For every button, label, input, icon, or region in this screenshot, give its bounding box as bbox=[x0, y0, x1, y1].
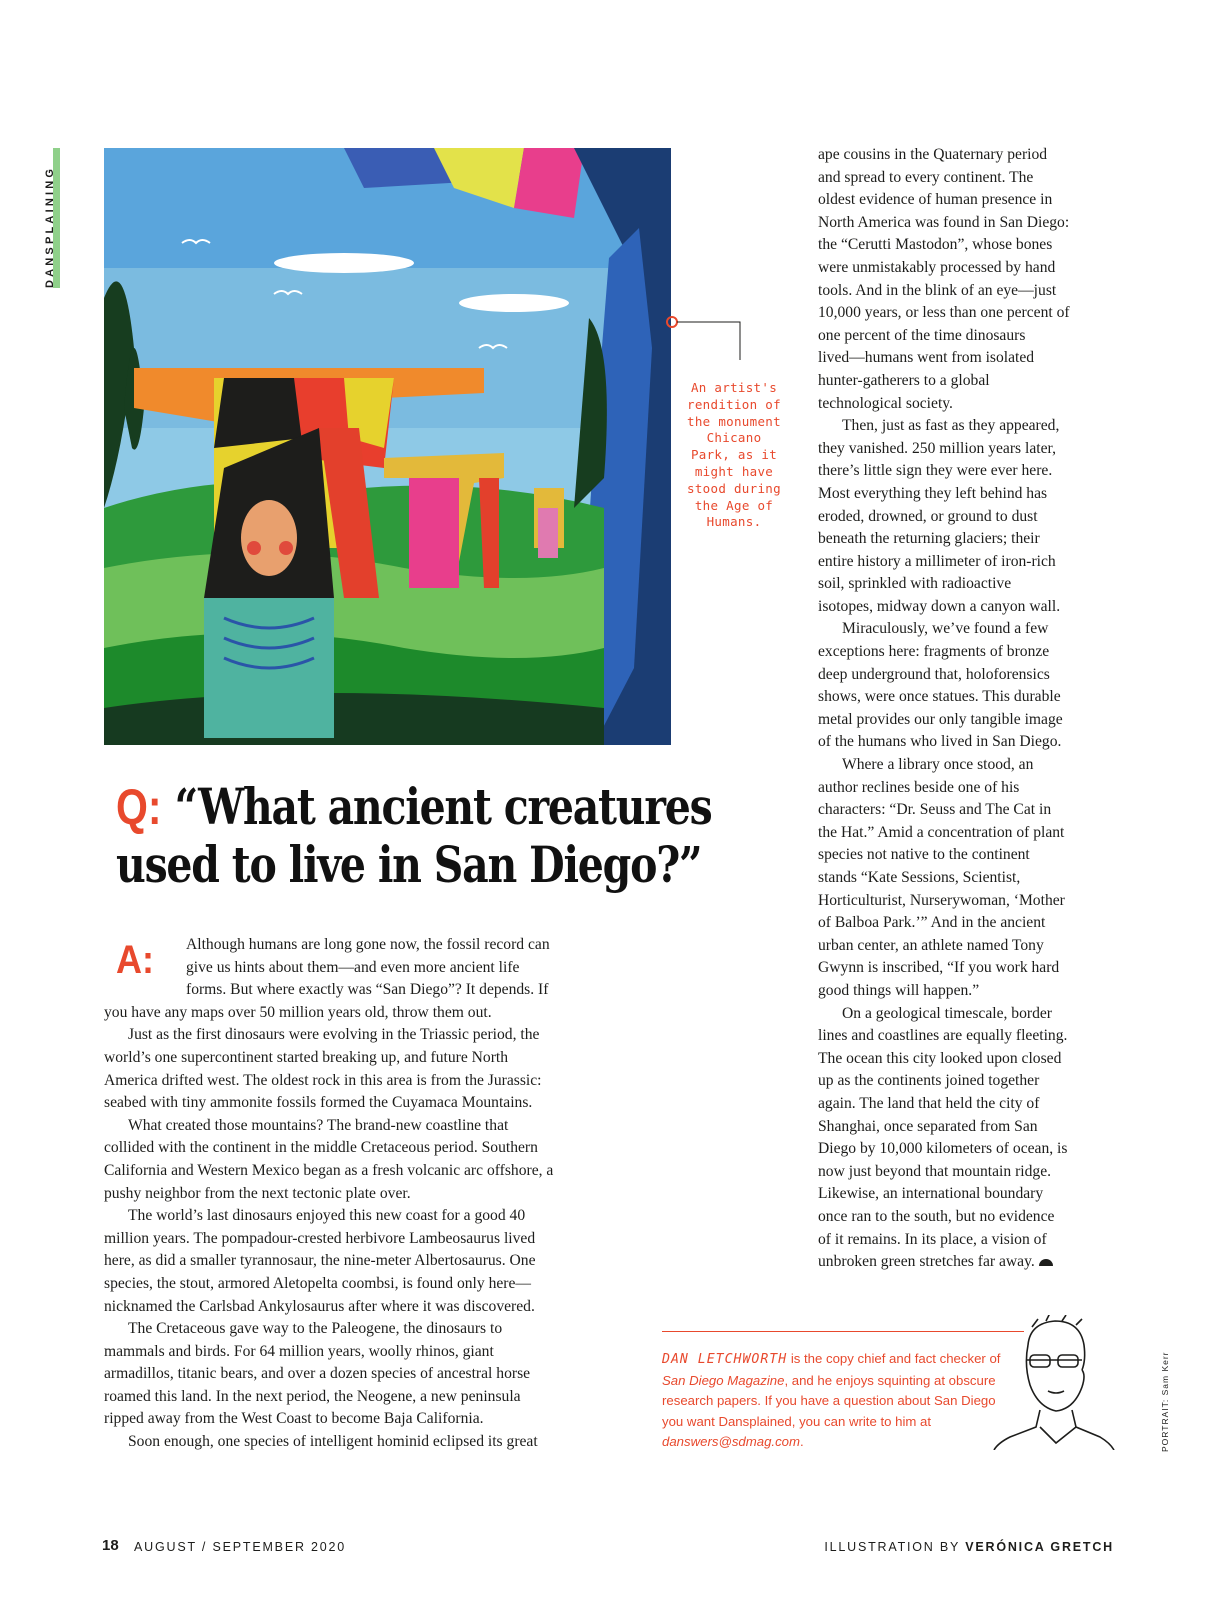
body-line: oldest evidence of human presence in bbox=[818, 191, 1053, 209]
body-paragraph bbox=[104, 1431, 624, 1454]
author-bio bbox=[662, 1349, 1002, 1453]
body-line: million years. The pompadour-crested herbivore Lambeosaurus lived bbox=[104, 1229, 536, 1247]
body-line: Where a library once stood, an bbox=[842, 756, 1034, 774]
body-line: and spread to every continent. The bbox=[818, 168, 1034, 186]
body-line: eroded, drowned, or ground to dust bbox=[818, 507, 1038, 525]
body-paragraph bbox=[104, 1205, 624, 1318]
body-line: good things will happen.” bbox=[818, 981, 980, 999]
body-line: tools. And in the blink of an eye—just bbox=[818, 281, 1057, 299]
question-text-1: “What ancient creatures bbox=[174, 777, 712, 836]
body-line: again. The land that held the city of bbox=[818, 1094, 1040, 1112]
bio-text-3: . bbox=[800, 1434, 804, 1449]
body-line: North America was found in San Diego: bbox=[818, 213, 1070, 231]
body-paragraph bbox=[104, 934, 624, 1024]
issue-date: AUGUST / SEPTEMBER 2020 bbox=[134, 1540, 347, 1554]
body-line: The Cretaceous gave way to the Paleogene, the dinosaurs to bbox=[128, 1320, 503, 1338]
body-line: ripped away from the West Coast to become Baja California. bbox=[104, 1410, 484, 1428]
question-headline bbox=[116, 777, 712, 894]
body-paragraph bbox=[818, 754, 1118, 1003]
body-line: Miraculously, we’ve found a few bbox=[842, 620, 1049, 638]
body-left-column bbox=[104, 934, 624, 1454]
body-line: collided with the continent in the middle Cretaceous period. Southern bbox=[104, 1139, 538, 1157]
illustration bbox=[104, 148, 671, 745]
body-line: once ran to the south, but no evidence bbox=[818, 1207, 1055, 1225]
body-line: you have any maps over 50 million years old, throw them out. bbox=[104, 1003, 492, 1021]
body-line: armadillos, titanic bears, and over a dozen species of ancestral horse bbox=[104, 1365, 531, 1383]
end-mark-icon bbox=[1039, 1259, 1053, 1266]
body-line: of it remains. In its place, a vision of bbox=[818, 1230, 1047, 1248]
section-label: DANSPLAINING bbox=[44, 165, 56, 288]
body-line: lines and coastlines are equally fleeting. bbox=[818, 1027, 1068, 1045]
body-line: give us hints about them—and even more ancient life bbox=[186, 958, 520, 976]
body-line: The world’s last dinosaurs enjoyed this new coast for a good 40 bbox=[128, 1207, 526, 1225]
body-line: of the humans who lived in San Diego. bbox=[818, 733, 1062, 751]
body-line: author reclines beside one of his bbox=[818, 778, 1020, 796]
body-line: pushy neighbor from the next tectonic plate over. bbox=[104, 1184, 411, 1202]
body-paragraph bbox=[104, 1115, 624, 1205]
body-line: here, as did a smaller tyrannosaur, the nine-meter Albertosaurus. One bbox=[104, 1252, 536, 1270]
body-line: stands “Kate Sessions, Scientist, bbox=[818, 869, 1021, 886]
body-line: Horticulturist, Nurserywoman, ‘Mother bbox=[818, 891, 1065, 909]
body-line: Shanghai, once separated from San bbox=[818, 1117, 1038, 1135]
body-line: Then, just as fast as they appeared, bbox=[842, 417, 1060, 435]
body-line: characters: “Dr. Seuss and The Cat in bbox=[818, 801, 1052, 819]
body-line: forms. But where exactly was “San Diego”? It depends. If bbox=[186, 981, 549, 999]
body-line: nicknamed the Carlsbad Ankylosaurus after where it was discovered. bbox=[104, 1297, 535, 1315]
question-marker: Q: bbox=[116, 779, 162, 835]
body-line: one percent of the time dinosaurs bbox=[818, 326, 1026, 344]
body-line: Soon enough, one species of intelligent hominid eclipsed its great bbox=[128, 1433, 538, 1451]
body-line: species, the stout, armored Aletopelta coombsi, is found only here— bbox=[104, 1274, 532, 1292]
body-paragraph bbox=[818, 144, 1118, 415]
body-line: Most everything they left behind has bbox=[818, 484, 1048, 502]
author-name: DAN LETCHWORTH bbox=[662, 1352, 788, 1367]
body-line: Although humans are long gone now, the fossil record can bbox=[186, 936, 550, 953]
body-line: lived—humans went from isolated bbox=[818, 349, 1035, 367]
body-line: 10,000 years, or less than one percent of bbox=[818, 304, 1070, 322]
body-line: the Hat.” Amid a concentration of plant bbox=[818, 823, 1065, 841]
body-line: Likewise, an international boundary bbox=[818, 1185, 1044, 1203]
body-line: On a geological timescale, border bbox=[842, 1004, 1052, 1022]
body-line: urban center, an athlete named Tony bbox=[818, 936, 1044, 954]
body-line: world’s one supercontinent started breaking up, and future North bbox=[104, 1048, 509, 1066]
body-line: The ocean this city looked upon closed bbox=[818, 1049, 1062, 1067]
body-line: Diego by 10,000 kilometers of ocean, is bbox=[818, 1140, 1068, 1158]
credit-name: VERÓNICA GRETCH bbox=[965, 1540, 1114, 1554]
portrait-credit: PORTRAIT: Sam Kerr bbox=[1160, 1351, 1170, 1452]
bio-magazine: San Diego Magazine bbox=[662, 1372, 785, 1388]
body-line: up as the continents joined together bbox=[818, 1072, 1040, 1090]
callout-line bbox=[664, 312, 764, 372]
author-portrait bbox=[990, 1315, 1115, 1450]
body-line: metal provides our only tangible image bbox=[818, 710, 1063, 728]
bio-email[interactable]: danswers@sdmag.com bbox=[662, 1434, 800, 1449]
body-line: hunter-gatherers to a global bbox=[818, 371, 990, 389]
page-number: 18 bbox=[102, 1537, 119, 1554]
body-line: exceptions here: fragments of bronze bbox=[818, 643, 1050, 661]
question-line-1 bbox=[116, 777, 712, 836]
body-line: species not native to the continent bbox=[818, 846, 1030, 864]
body-line: shows, were once statues. This durable bbox=[818, 688, 1061, 706]
illustration-caption: An artist's rendition of the monument Chicano Park, as it might have stood during the Age of Humans. bbox=[687, 380, 781, 530]
body-line: of Balboa Park.’” And in the ancient bbox=[818, 914, 1046, 932]
body-line: were unmistakably processed by hand bbox=[818, 258, 1056, 276]
body-line: California and Western Mexico began as a fresh volcanic arc offshore, a bbox=[104, 1161, 554, 1179]
body-line: there’s little sign they were ever here. bbox=[818, 462, 1053, 480]
body-line: roamed this land. In the next period, the Neogene, a new peninsula bbox=[104, 1387, 521, 1405]
body-line: America drifted west. The oldest rock in this area is from the Jurassic: bbox=[104, 1071, 542, 1089]
body-line: soil, sprinkled with radioactive bbox=[818, 575, 1012, 593]
illustration-credit bbox=[824, 1540, 1114, 1554]
bio-text-2: , and he enjoys squinting at obscure research papers. If you have a question about San Diego you want Dansplained, you can write to him at bbox=[662, 1372, 996, 1429]
body-line: entire history a millimeter of iron-rich bbox=[818, 552, 1056, 570]
body-paragraph bbox=[818, 415, 1118, 618]
body-line: isotopes, midway down a canyon wall. bbox=[818, 597, 1061, 615]
credit-prefix: ILLUSTRATION BY bbox=[824, 1540, 966, 1554]
body-line: mammals and birds. For 64 million years, woolly rhinos, giant bbox=[104, 1342, 494, 1360]
body-line: Gwynn is inscribed, “If you work hard bbox=[818, 959, 1060, 977]
body-line: unbroken green stretches far away. bbox=[818, 1251, 1118, 1274]
body-line: now just beyond that mountain ridge. bbox=[818, 1162, 1052, 1180]
body-line: they vanished. 250 million years later, bbox=[818, 439, 1056, 457]
body-paragraph bbox=[104, 1318, 624, 1431]
body-line: beneath the returning glaciers; their bbox=[818, 530, 1040, 548]
body-line: ape cousins in the Quaternary period bbox=[818, 146, 1048, 163]
body-paragraph bbox=[818, 618, 1118, 754]
bio-text-1: is the copy chief and fact checker of bbox=[787, 1351, 1001, 1366]
body-line: Just as the first dinosaurs were evolving in the Triassic period, the bbox=[128, 1026, 540, 1044]
body-line: deep underground that, holoforensics bbox=[818, 665, 1050, 683]
question-line-2: used to live in San Diego?” bbox=[116, 835, 702, 894]
body-right-column bbox=[818, 144, 1118, 1274]
answer-marker: A: bbox=[116, 938, 154, 982]
body-line: the “Cerutti Mastodon”, whose bones bbox=[818, 236, 1053, 254]
body-paragraph bbox=[818, 1003, 1118, 1274]
body-line: What created those mountains? The brand-new coastline that bbox=[128, 1116, 509, 1134]
body-line: seabed with tiny ammonite fossils formed the Cuyamaca Mountains. bbox=[104, 1094, 533, 1112]
body-paragraph bbox=[104, 1024, 624, 1114]
body-line: technological society. bbox=[818, 394, 953, 412]
bio-rule bbox=[662, 1331, 1024, 1332]
section-tag bbox=[44, 148, 60, 288]
